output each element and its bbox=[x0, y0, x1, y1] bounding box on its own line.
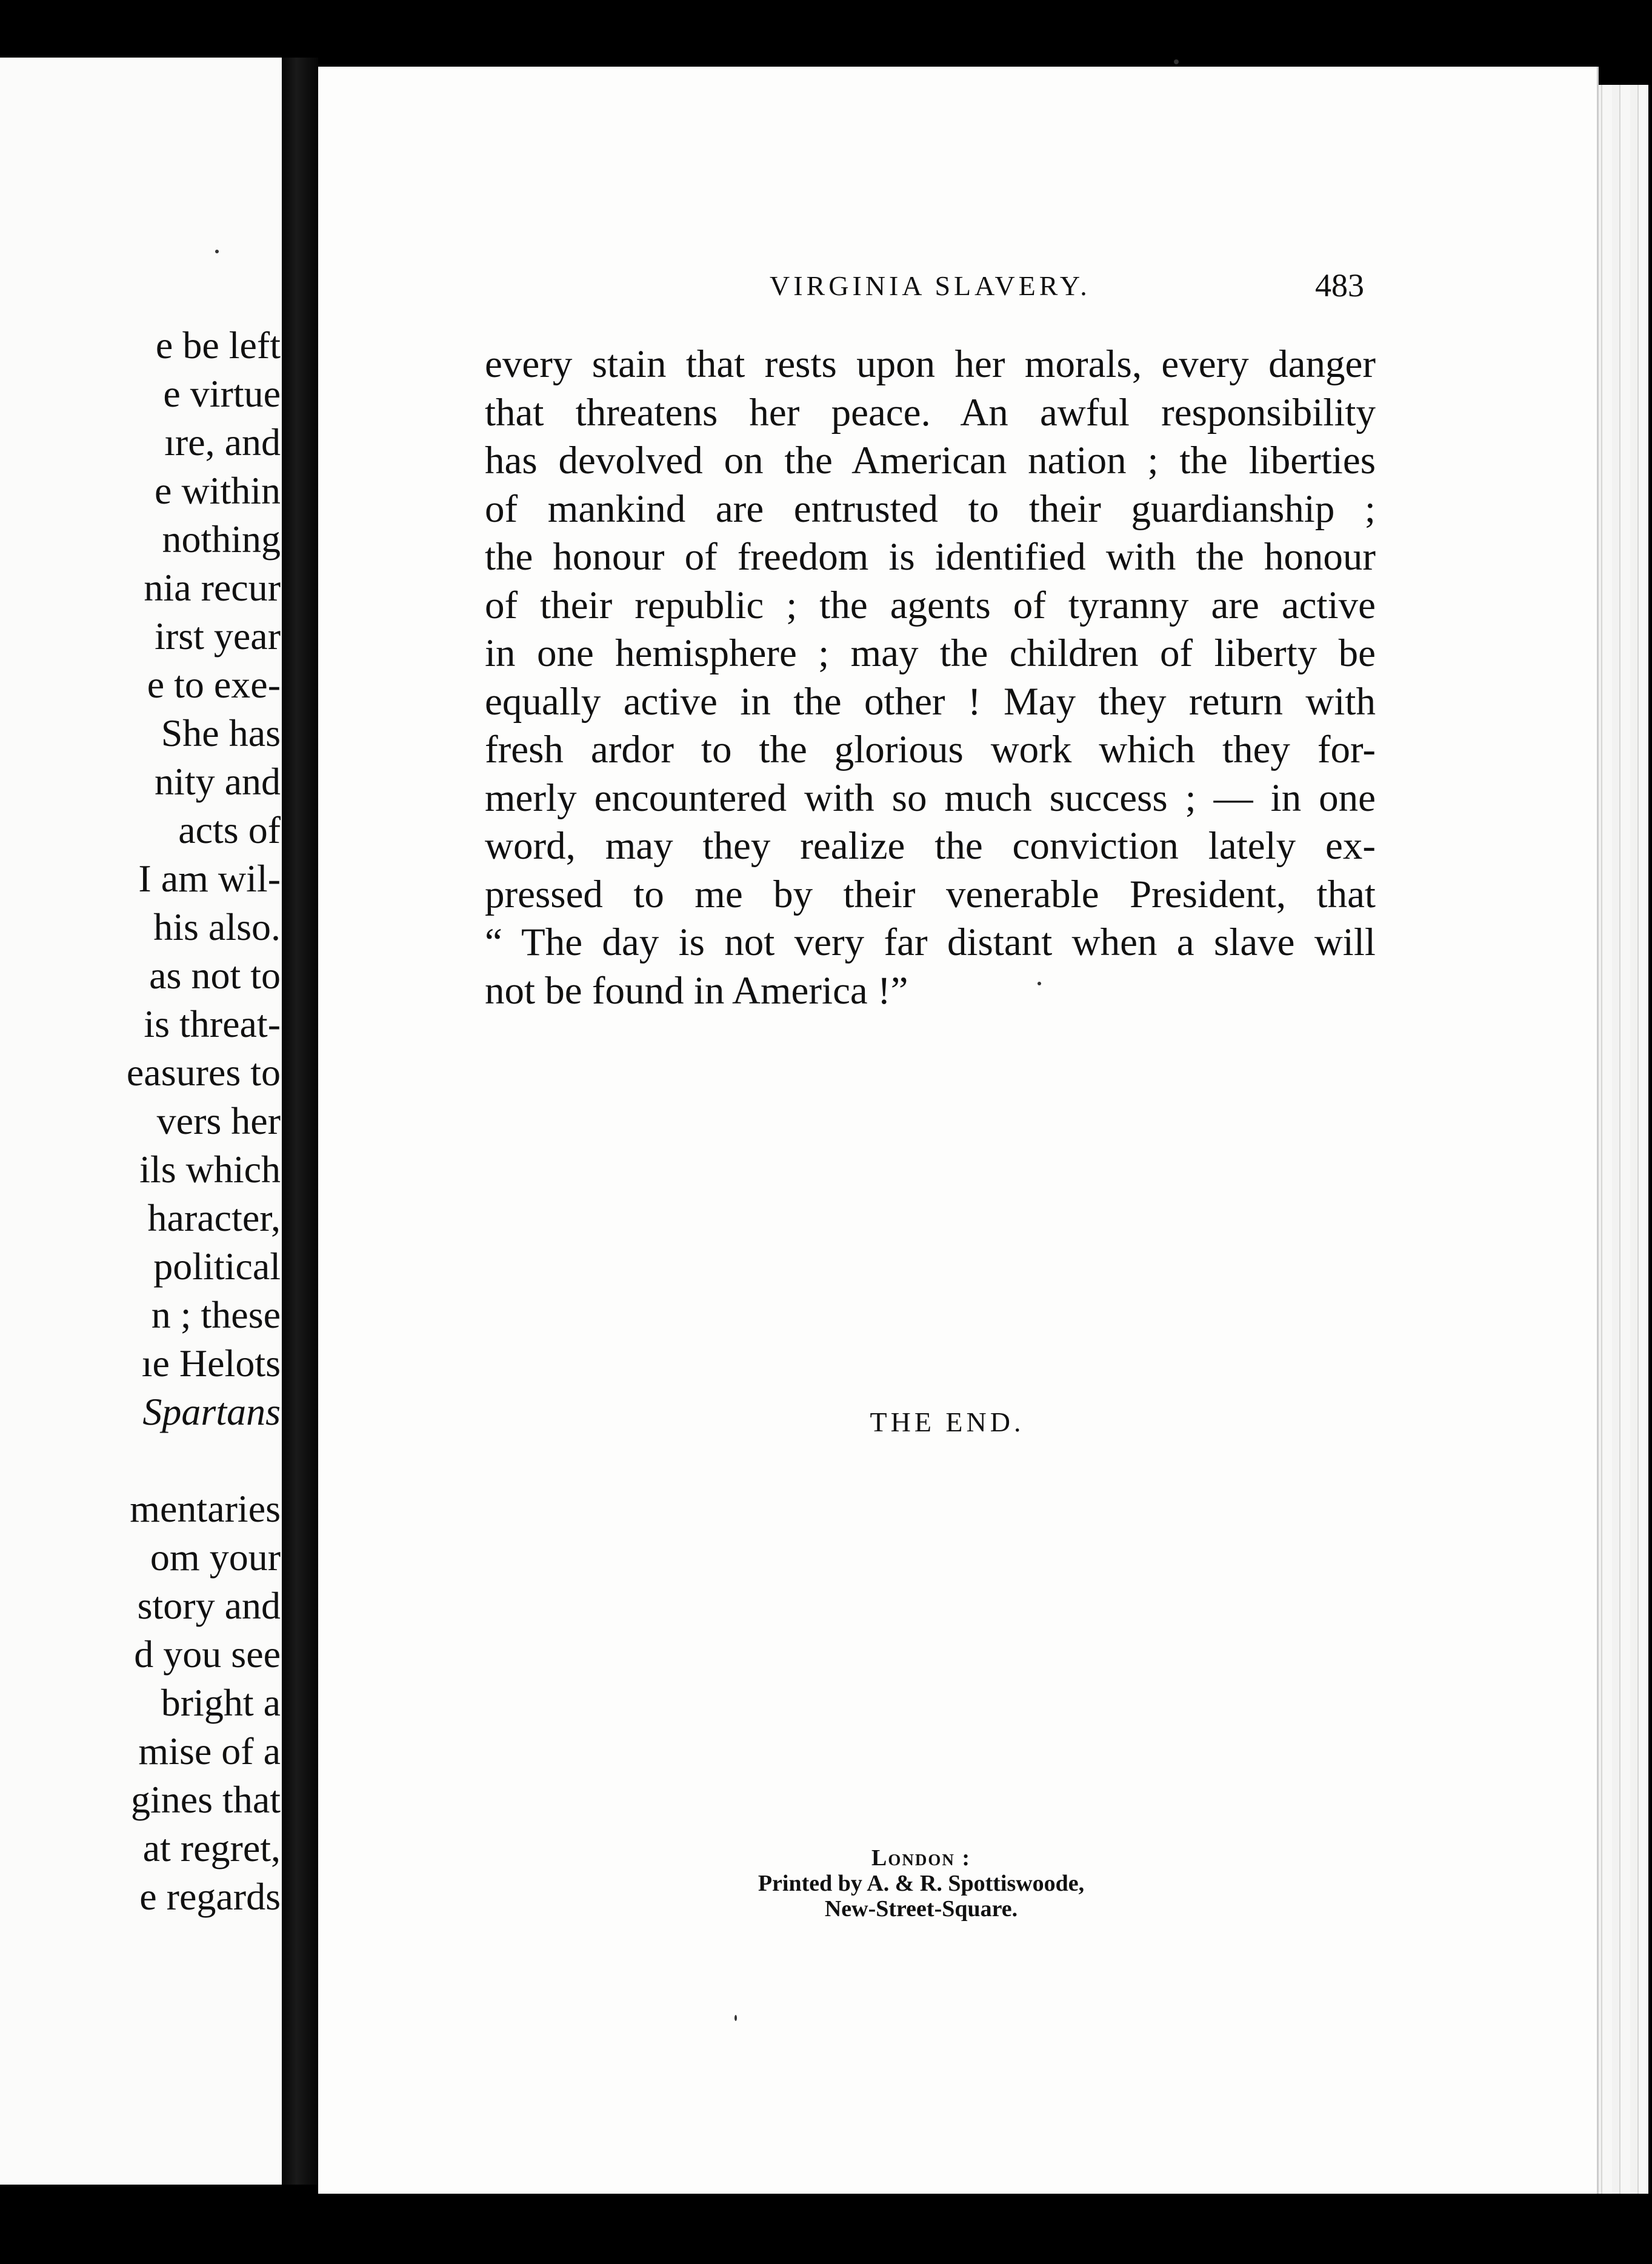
left-page-line: easures to bbox=[126, 1051, 281, 1094]
left-page-line: d you see bbox=[134, 1633, 281, 1676]
body-line: the honour of freedom is identified with the honour bbox=[485, 535, 1376, 579]
body-line: not be found in America !” bbox=[485, 968, 908, 1013]
scan-speck bbox=[215, 250, 219, 253]
left-page-line: vers her bbox=[156, 1099, 281, 1142]
the-end-container bbox=[0, 1406, 1652, 1438]
left-page-line: gines that bbox=[130, 1778, 281, 1821]
left-page-line: e to exe- bbox=[147, 663, 281, 706]
left-page-line: irst year bbox=[155, 614, 281, 658]
left-page-line: mise of a bbox=[138, 1730, 281, 1773]
body-line: in one hemisphere ; may the children of liberty be bbox=[485, 631, 1376, 675]
running-head: VIRGINIA SLAVERY. bbox=[770, 270, 1091, 301]
left-page-line: ils which bbox=[139, 1148, 281, 1191]
scan-speck bbox=[1174, 59, 1179, 64]
imprint-city: London : bbox=[871, 1845, 971, 1871]
body-line: pressed to me by their venerable President, that bbox=[485, 872, 1376, 916]
left-page-line: as not to bbox=[149, 954, 281, 997]
left-page-line: acts of bbox=[178, 808, 281, 851]
left-page-line: e be left bbox=[155, 324, 281, 367]
left-page-line: his also. bbox=[153, 905, 281, 948]
left-page-line: story and bbox=[137, 1584, 281, 1627]
left-page-line: ıre, and bbox=[164, 421, 281, 464]
left-page-line: e virtue bbox=[163, 372, 281, 415]
body-line: has devolved on the American nation ; the liberties bbox=[485, 439, 1376, 482]
left-page-line: Spartans bbox=[142, 1390, 281, 1433]
left-page-line: n ; these bbox=[151, 1293, 281, 1336]
left-page-line: She has bbox=[161, 711, 281, 754]
imprint-printer: Printed by A. & R. Spottiswoode, bbox=[758, 1871, 1085, 1896]
left-page-line: at regret, bbox=[142, 1826, 281, 1869]
left-page bbox=[0, 58, 282, 2185]
left-page-line: political bbox=[153, 1245, 281, 1288]
left-page-line: I am wil- bbox=[138, 857, 281, 900]
book-spine bbox=[282, 58, 318, 2185]
left-page-line: ıe Helots bbox=[141, 1342, 281, 1385]
left-page-line: e regards bbox=[139, 1875, 281, 1918]
body-line: “ The day is not very far distant when a slave will bbox=[485, 921, 1376, 964]
left-page-line: haracter, bbox=[147, 1196, 281, 1239]
left-page-line: nity and bbox=[155, 760, 281, 803]
body-line: that threatens her peace. An awful responsibility bbox=[485, 390, 1376, 434]
left-page-line: om your bbox=[150, 1536, 281, 1579]
page-number: 483 bbox=[1315, 267, 1364, 304]
left-page-line: is threat- bbox=[144, 1002, 281, 1045]
scan-speck bbox=[734, 2015, 737, 2021]
left-page-line: bright a bbox=[161, 1681, 281, 1724]
the-end: THE END. bbox=[870, 1407, 1025, 1437]
left-page-line: e within bbox=[155, 469, 281, 512]
left-page-line: nothing bbox=[162, 518, 281, 561]
body-text bbox=[485, 341, 1376, 1015]
body-line: equally active in the other ! May they return with bbox=[485, 679, 1376, 724]
left-page-line: mentaries bbox=[130, 1487, 281, 1530]
body-line: word, may they realize the conviction lately ex- bbox=[485, 824, 1376, 868]
body-line: of their republic ; the agents of tyranny are active bbox=[485, 583, 1376, 627]
body-line: fresh ardor to the glorious work which they for- bbox=[485, 728, 1376, 771]
left-page-line: nia recur bbox=[144, 566, 281, 609]
scan-speck bbox=[1037, 982, 1041, 985]
body-line: of mankind are entrusted to their guardianship ; bbox=[485, 487, 1376, 531]
body-line: merly encountered with so much success ; — in one bbox=[485, 776, 1376, 820]
printer-imprint bbox=[727, 1845, 1115, 1922]
body-line: every stain that rests upon her morals, every danger bbox=[485, 342, 1376, 386]
imprint-address: New-Street-Square. bbox=[824, 1896, 1018, 1922]
